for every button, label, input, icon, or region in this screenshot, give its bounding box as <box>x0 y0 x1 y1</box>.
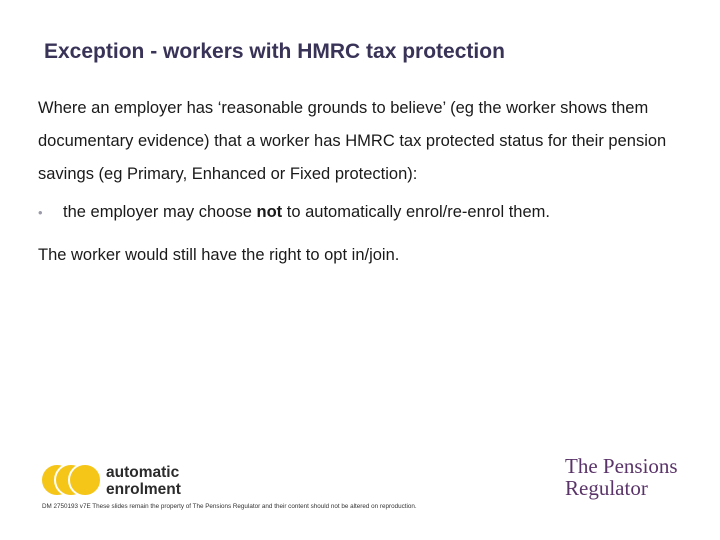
slide-title: Exception - workers with HMRC tax protection <box>44 40 505 63</box>
bullet-text-after: to automatically enrol/re-enrol them. <box>282 203 550 221</box>
pensions-regulator-logo <box>565 455 678 499</box>
automatic-enrolment-logo <box>40 460 190 500</box>
bullet-item <box>38 196 550 229</box>
intro-text: Where an employer has ‘reasonable grounds to believe’ (eg the worker shows them documentary evidence) that a worker has HMRC tax protected status for their pension savings (eg Primary, Enhanced or Fixed protection): <box>38 99 667 183</box>
bullet-marker: • <box>38 205 43 220</box>
logo-word-automatic: automatic <box>106 464 180 481</box>
closing-paragraph: The worker would still have the right to opt in/join. <box>38 246 400 264</box>
logo-word-enrolment: enrolment <box>106 481 181 498</box>
logo-line-the-pensions: The Pensions <box>565 454 678 478</box>
intro-paragraph <box>38 92 698 191</box>
bullet-emphasis: not <box>256 203 283 221</box>
bullet-text-before: the employer may choose <box>63 203 257 221</box>
footer-disclaimer: DM 2750193 v7E These slides remain the property of The Pensions Regulator and their content should not be altered on reproduction. <box>42 503 417 510</box>
logo-line-regulator: Regulator <box>565 476 648 500</box>
